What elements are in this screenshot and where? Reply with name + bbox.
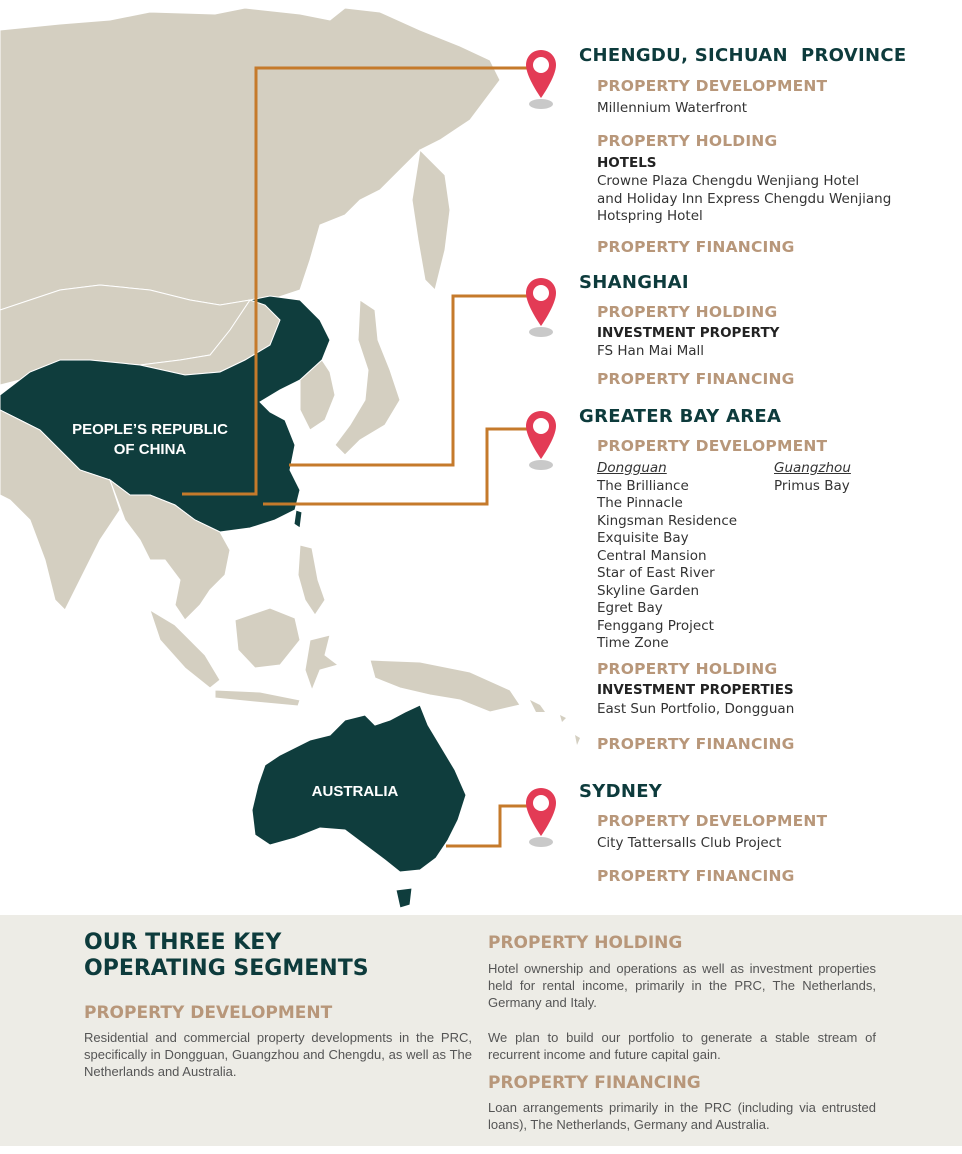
chengdu-development-item: Millennium Waterfront <box>597 100 748 116</box>
panel-holding-text-2: We plan to build our portfolio to generate a stable stream of recurrent income and future capital gain. <box>488 1030 876 1062</box>
gba-property-holding-heading: PROPERTY HOLDING <box>597 660 778 678</box>
japan-landmass <box>335 300 400 455</box>
shanghai-title: SHANGHAI <box>579 272 689 293</box>
pacific-islands <box>530 700 580 745</box>
sumatra-landmass <box>150 610 220 688</box>
gba-investment-label: INVESTMENT PROPERTIES <box>597 682 794 698</box>
chengdu-property-development-heading: PROPERTY DEVELOPMENT <box>597 77 828 95</box>
dongguan-project: Fenggang Project <box>597 617 714 634</box>
dongguan-project: Central Mansion <box>597 547 707 564</box>
dongguan-project: Skyline Garden <box>597 582 700 599</box>
gba-dongguan-list <box>597 460 737 653</box>
chengdu-property-holding-heading: PROPERTY HOLDING <box>597 132 778 150</box>
panel-financing-heading: PROPERTY FINANCING <box>488 1073 701 1093</box>
taiwan-landmass <box>294 510 302 528</box>
dongguan-project: Egret Bay <box>597 600 663 616</box>
panel-financing-text: Loan arrangements primarily in the PRC (including via entrusted loans), The Netherlands, Germany and Australia. <box>488 1100 876 1132</box>
chengdu-property-financing-heading: PROPERTY FINANCING <box>597 238 795 256</box>
panel-holding-heading: PROPERTY HOLDING <box>488 933 683 953</box>
sydney-section <box>579 781 662 802</box>
australia-label: AUSTRALIA <box>311 783 399 800</box>
dongguan-label: Dongguan <box>597 460 667 476</box>
panel-development-text: Residential and commercial property developments in the PRC, specifically in Dongguan, Guangzhou and Chengdu, as well as The Netherlands and Australia. <box>84 1030 472 1079</box>
location-pin-icon <box>524 786 558 850</box>
location-pin-icon <box>524 276 558 340</box>
sydney-property-development-heading: PROPERTY DEVELOPMENT <box>597 812 828 830</box>
borneo-landmass <box>235 608 300 668</box>
chengdu-hotels-list <box>597 173 891 226</box>
chengdu-hotel-line: and Holiday Inn Express Chengdu Wenjiang <box>597 190 892 207</box>
gba-guangzhou-list <box>774 460 851 495</box>
gba-investment-item: East Sun Portfolio, Dongguan <box>597 701 795 717</box>
sydney-title: SYDNEY <box>579 781 663 802</box>
shanghai-investment-item: FS Han Mai Mall <box>597 343 705 359</box>
shanghai-property-holding-heading: PROPERTY HOLDING <box>597 303 778 321</box>
philippines-landmass <box>298 545 325 615</box>
china-label-line-2: OF CHINA <box>113 441 187 458</box>
chengdu-hotel-line: Crowne Plaza Chengdu Wenjiang Hotel <box>597 173 860 189</box>
chengdu-title: CHENGDU, SICHUAN PROVINCE <box>579 45 907 66</box>
shanghai-section <box>579 272 689 293</box>
dongguan-project: Kingsman Residence <box>597 512 738 529</box>
guangzhou-label: Guangzhou <box>774 460 851 476</box>
gba-property-financing-heading: PROPERTY FINANCING <box>597 735 795 753</box>
segments-panel-title <box>84 930 369 982</box>
guangzhou-project: Primus Bay <box>774 477 850 494</box>
chengdu-hotels-label: HOTELS <box>597 155 657 171</box>
shanghai-property-financing-heading: PROPERTY FINANCING <box>597 370 795 388</box>
dongguan-project: Star of East River <box>597 565 715 581</box>
gba-section <box>579 406 781 427</box>
sydney-property-financing-heading: PROPERTY FINANCING <box>597 867 795 885</box>
segments-title-line-1: OUR THREE KEY <box>84 930 282 955</box>
new-guinea-landmass <box>370 660 520 712</box>
sulawesi-landmass <box>305 635 338 690</box>
kamchatka-landmass <box>412 150 450 290</box>
segments-title-line-2: OPERATING SEGMENTS <box>84 956 369 981</box>
panel-development-heading: PROPERTY DEVELOPMENT <box>84 1003 333 1023</box>
tasmania-landmass <box>396 888 412 908</box>
dongguan-project: The Brilliance <box>597 477 689 494</box>
sydney-development-item: City Tattersalls Club Project <box>597 835 782 851</box>
location-pin-icon <box>524 48 558 112</box>
dongguan-project: Exquisite Bay <box>597 530 689 546</box>
china-label-line-1: PEOPLE’S REPUBLIC <box>72 421 228 438</box>
panel-holding-text-1: Hotel ownership and operations as well as investment properties held for rental income, primarily in the PRC, The Netherlands, Germany and Italy. <box>488 961 876 1010</box>
dongguan-project: Time Zone <box>597 635 669 651</box>
chengdu-hotel-line: Hotspring Hotel <box>597 208 703 224</box>
dongguan-project: The Pinnacle <box>597 495 683 511</box>
java-landmass <box>215 690 300 706</box>
chengdu-section <box>579 45 906 66</box>
location-pin-icon <box>524 409 558 473</box>
gba-property-development-heading: PROPERTY DEVELOPMENT <box>597 437 828 455</box>
china-label <box>60 420 240 460</box>
shanghai-investment-label: INVESTMENT PROPERTY <box>597 325 780 341</box>
gba-title: GREATER BAY AREA <box>579 406 782 427</box>
